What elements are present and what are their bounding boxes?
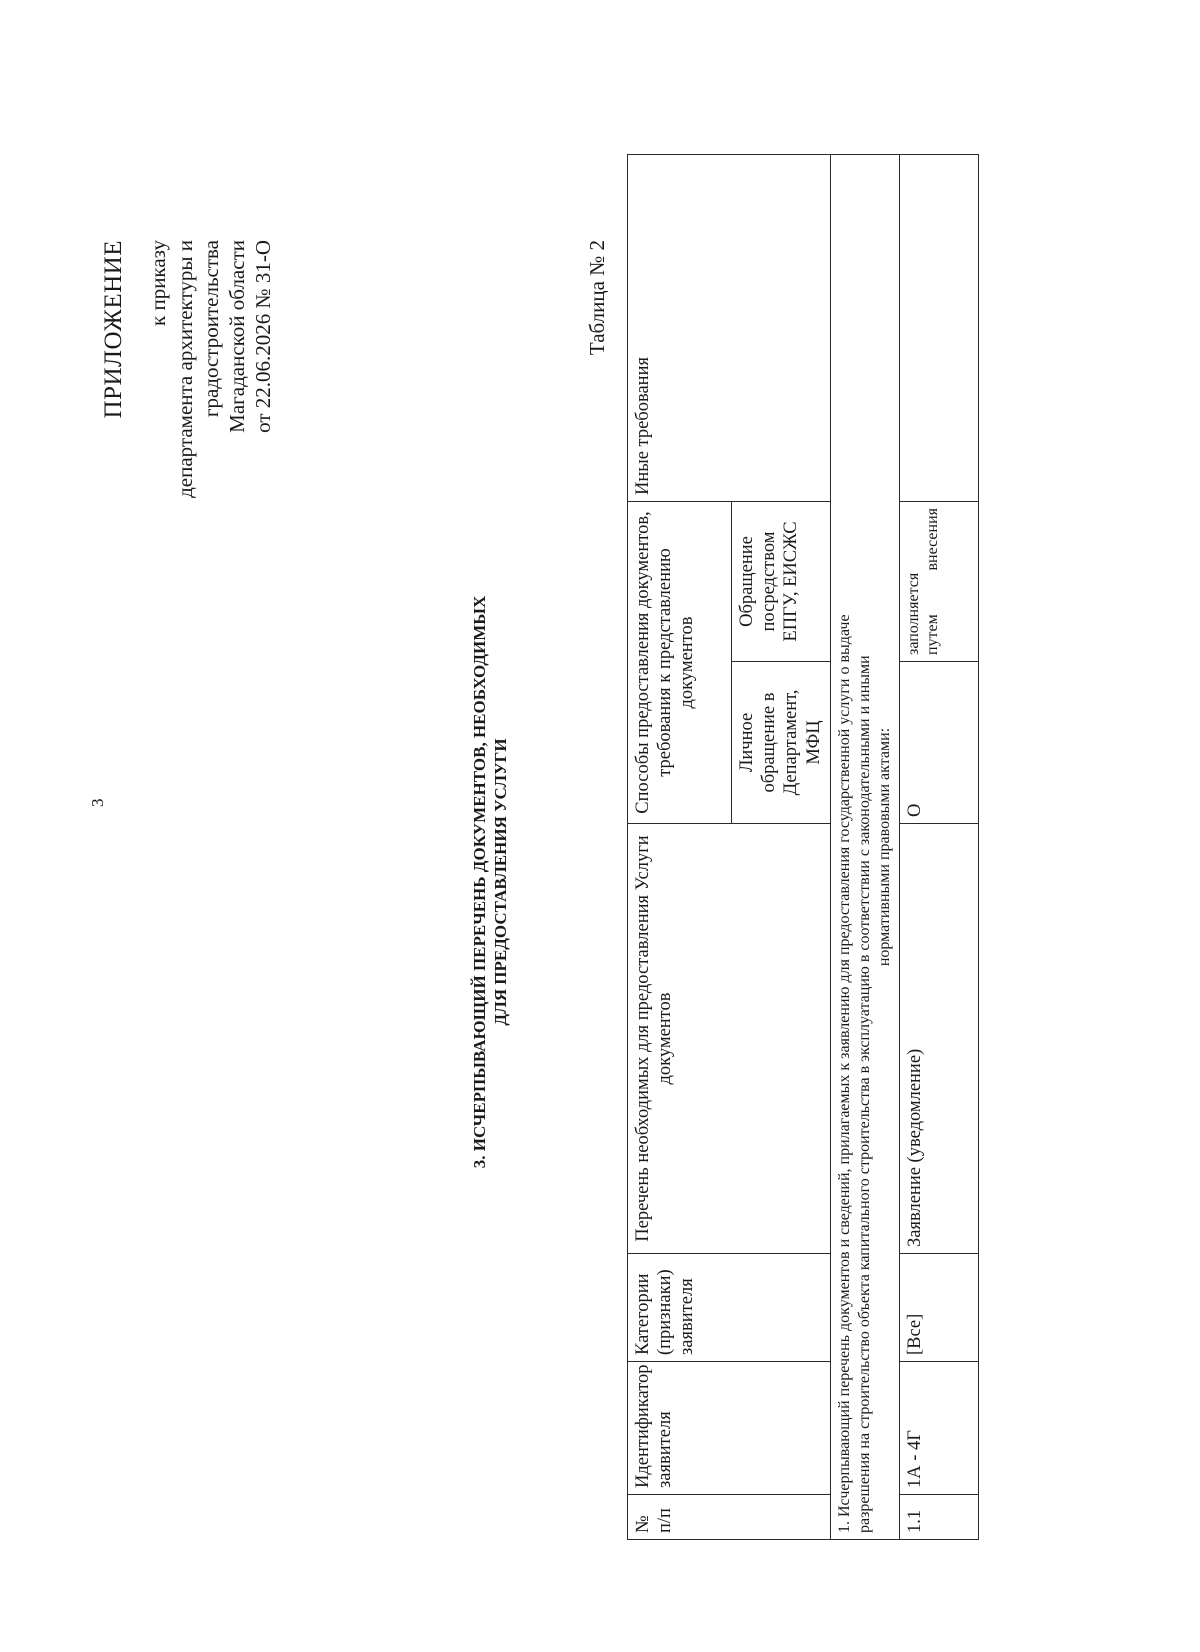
page-number: 3: [88, 798, 107, 807]
section-title-line: 3. ИСЧЕРПЫВАЮЩИЙ ПЕРЕЧЕНЬ ДОКУМЕНТОВ, НЕОБХОДИМЫХ: [470, 595, 489, 1169]
row-online-line: [904, 508, 923, 655]
table-section-row: [831, 155, 900, 1540]
section-description-line: нормативными правовыми актами:: [876, 727, 893, 967]
appendix-block: [98, 240, 277, 498]
row-personal: О: [900, 662, 979, 824]
appendix-line: от 22.06.2026 № 31-О: [251, 240, 276, 433]
header-documents: Перечень необходимых для предоставления Услуги документов: [628, 824, 831, 1254]
section-description-line: 1. Исчерпывающий перечень документов и сведений, прилагаемых к заявлению для предоставления государственной услуги о выдаче: [836, 614, 853, 1533]
documents-table: [627, 154, 979, 1540]
row-online-word: путем: [924, 614, 942, 655]
header-personal: Личное обращение в Департамент, МФЦ: [732, 662, 831, 824]
section-description: [831, 155, 900, 1540]
appendix-line: Магаданской области: [225, 240, 249, 433]
header-methods: Способы предоставления документов, требования к представлению документов: [628, 502, 732, 824]
section-title: [470, 532, 511, 1232]
row-identifier: 1А - 4Г: [900, 1362, 979, 1495]
row-document: Заявление (уведомление): [900, 824, 979, 1254]
header-online: Обращение посредством ЕПГУ, ЕИСЖС: [732, 502, 831, 662]
header-num: № п/п: [628, 1495, 831, 1540]
row-online-word: заполняется: [905, 572, 922, 655]
header-identifier: Идентификатор заявителя: [628, 1362, 831, 1495]
header-other: Иные требования: [628, 155, 831, 502]
row-online: [900, 502, 979, 662]
table-number: Таблица № 2: [585, 240, 609, 356]
header-category: Категории (признаки) заявителя: [628, 1254, 831, 1362]
row-online-word: внесения: [924, 508, 942, 571]
row-category: [Все]: [900, 1254, 979, 1362]
appendix-line: департамента архитектуры и: [172, 240, 197, 498]
row-online-line: [923, 508, 942, 655]
appendix-line: градостроительства: [198, 240, 223, 418]
section-title-line: ДЛЯ ПРЕДОСТАВЛЕНИЯ УСЛУГИ: [490, 738, 510, 1026]
appendix-line: к приказу: [146, 240, 171, 326]
table-header-row: [628, 155, 732, 1540]
appendix-title: ПРИЛОЖЕНИЕ: [100, 240, 127, 419]
row-num: 1.1: [900, 1495, 979, 1540]
section-description-line: разрешения на строительство объекта капитального строительства в эксплуатацию в соответствии с законодательными и иными: [856, 655, 873, 1533]
table-row: [900, 155, 979, 1540]
row-other: [900, 155, 979, 502]
